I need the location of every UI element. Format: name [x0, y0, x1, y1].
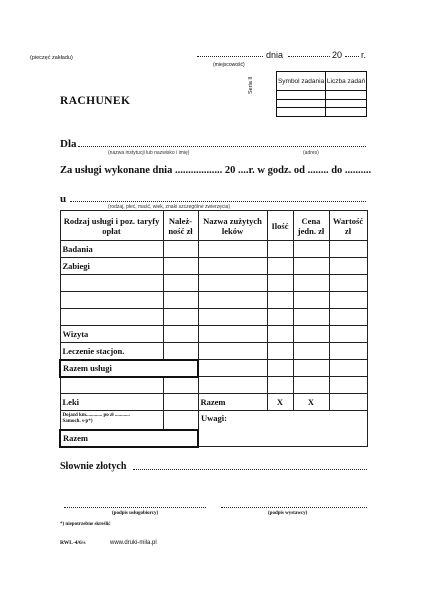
table-cell[interactable]: [293, 292, 329, 309]
table-cell[interactable]: [267, 292, 293, 309]
series-cell[interactable]: [326, 99, 367, 108]
dnia-label: dnia: [266, 50, 284, 60]
table-cell[interactable]: [198, 292, 267, 309]
row-label-leczenie: Leczenie stacjon.: [60, 343, 163, 360]
table-cell[interactable]: [198, 360, 267, 377]
table-cell[interactable]: [163, 377, 198, 394]
table-cell[interactable]: [329, 258, 367, 275]
year-field[interactable]: [345, 56, 359, 57]
issuer-signature-label: (podpis wystawcy): [268, 511, 308, 516]
series-col-count: Liczba zadań: [326, 72, 367, 91]
x-mark: X: [293, 394, 329, 411]
table-cell[interactable]: [267, 377, 293, 394]
row-label-razem-total: Razem: [60, 430, 198, 447]
table-cell[interactable]: [293, 377, 329, 394]
year-suffix: r.: [361, 50, 367, 60]
table-cell[interactable]: [198, 258, 267, 275]
table-cell[interactable]: [198, 241, 267, 258]
table-cell[interactable]: [60, 309, 163, 326]
table-cell[interactable]: [329, 326, 367, 343]
page-title: RACHUNEK: [60, 95, 131, 107]
table-cell[interactable]: [60, 377, 163, 394]
table-row: [60, 309, 367, 326]
row-label-razem-uslugi: Razem usługi: [60, 360, 198, 377]
table-cell[interactable]: [329, 343, 367, 360]
table-row: [60, 411, 367, 430]
table-header-row: [60, 211, 367, 241]
payer-signature-field[interactable]: [64, 507, 206, 508]
table-row: [60, 241, 367, 258]
table-row: [60, 292, 367, 309]
year-prefix: 20: [332, 50, 343, 60]
header-medicine: Nazwa zużytych leków: [198, 211, 267, 241]
table-cell[interactable]: [163, 292, 198, 309]
series-cell[interactable]: [326, 108, 367, 117]
table-row: [60, 326, 367, 343]
table-cell[interactable]: [293, 360, 329, 377]
table-row: [60, 343, 367, 360]
table-cell[interactable]: [293, 275, 329, 292]
row-label-leki: Leki: [60, 394, 163, 411]
table-cell[interactable]: [267, 360, 293, 377]
row-label-wizyta: Wizyta: [60, 326, 163, 343]
table-row: [60, 275, 367, 292]
table-cell[interactable]: [60, 275, 163, 292]
table-cell[interactable]: [198, 275, 267, 292]
table-cell[interactable]: [329, 394, 367, 411]
series-col-symbol: Symbol zadania: [277, 72, 326, 91]
table-cell[interactable]: [329, 275, 367, 292]
dla-label: Dla: [60, 138, 77, 150]
issuer-signature-field[interactable]: [221, 507, 367, 508]
table-cell[interactable]: [293, 241, 329, 258]
series-cell[interactable]: [326, 91, 367, 100]
table-cell[interactable]: [198, 326, 267, 343]
payer-signature-label: (podpis usługobiorcy): [112, 511, 159, 516]
header-amount: Należ-ność zł: [163, 211, 198, 241]
table-row: [60, 360, 367, 377]
table-cell[interactable]: [163, 258, 198, 275]
form-code: RWL-4/6/s: [60, 540, 86, 546]
row-label-zabiegi: Zabiegi: [60, 258, 163, 275]
amount-words-field[interactable]: [133, 469, 367, 470]
service-date-line[interactable]: Za usługi wykonane dnia .................. 20 ....r. w godz. od ........ do ..........: [60, 165, 372, 176]
date-field[interactable]: [288, 56, 330, 57]
table-cell[interactable]: [267, 241, 293, 258]
recipient-field[interactable]: [78, 146, 366, 147]
table-cell[interactable]: [267, 309, 293, 326]
table-cell[interactable]: [293, 343, 329, 360]
table-cell[interactable]: [163, 394, 198, 411]
table-cell[interactable]: [198, 309, 267, 326]
table-cell[interactable]: [267, 326, 293, 343]
table-cell[interactable]: [293, 326, 329, 343]
footnote: *) niepotrzebne skreślić: [60, 522, 111, 527]
table-cell[interactable]: [163, 309, 198, 326]
series-cell[interactable]: [277, 91, 326, 100]
table-cell[interactable]: [329, 241, 367, 258]
table-cell[interactable]: [163, 241, 198, 258]
table-cell[interactable]: [267, 343, 293, 360]
travel-cell[interactable]: [60, 411, 163, 430]
table-cell[interactable]: [267, 275, 293, 292]
table-cell[interactable]: [198, 343, 267, 360]
series-cell[interactable]: [277, 108, 326, 117]
series-cell[interactable]: [277, 99, 326, 108]
table-row: [60, 394, 367, 411]
series-table: [276, 71, 367, 117]
table-cell[interactable]: [329, 309, 367, 326]
header-quantity: Ilość: [267, 211, 293, 241]
row-label-badania: Badania: [60, 241, 163, 258]
stamp-label: (pieczęć zakładu): [30, 55, 73, 61]
row-label-razem: Razem: [198, 394, 267, 411]
services-table: [59, 210, 368, 448]
seria-label: Seria II: [248, 76, 254, 94]
table-cell[interactable]: [163, 411, 198, 430]
header-service: Rodzaj usługi i poz. taryfy opłat: [60, 211, 163, 241]
amount-words-label: Słownie złotych: [60, 461, 127, 472]
x-mark: X: [267, 394, 293, 411]
table-cell[interactable]: [198, 377, 267, 394]
animal-field[interactable]: [70, 201, 366, 202]
table-cell[interactable]: [293, 258, 329, 275]
animal-label: u: [60, 193, 67, 205]
place-field[interactable]: [197, 56, 263, 57]
table-cell[interactable]: [163, 326, 198, 343]
table-cell[interactable]: [163, 275, 198, 292]
table-cell[interactable]: [329, 292, 367, 309]
recipient-name-hint: (nazwa instytucji lub nazwisko i imię): [108, 150, 190, 156]
table-cell[interactable]: [329, 360, 367, 377]
remarks-label: Uwagi:: [201, 413, 227, 423]
header-value: Wartość zł: [329, 211, 367, 241]
table-cell[interactable]: [60, 292, 163, 309]
table-row: [60, 377, 367, 394]
header-unit-price: Cena jedn. zł: [293, 211, 329, 241]
place-label: (miejscowość): [213, 62, 245, 68]
table-cell[interactable]: [163, 343, 198, 360]
travel-car-label: Samoch. s-p*): [62, 419, 93, 424]
table-row: [60, 258, 367, 275]
travel-km-label: Dojazd km............. po zł ............: [62, 413, 130, 418]
table-cell[interactable]: [329, 377, 367, 394]
recipient-address-hint: (adres): [303, 150, 319, 156]
website: www.druki-mila.pl: [110, 540, 157, 546]
table-cell[interactable]: [267, 258, 293, 275]
animal-hint: (rodzaj, płeć, maść, wiek, znaki szczególne zwierzęcia): [108, 204, 230, 210]
remarks-cell[interactable]: [198, 411, 367, 447]
table-cell[interactable]: [293, 309, 329, 326]
